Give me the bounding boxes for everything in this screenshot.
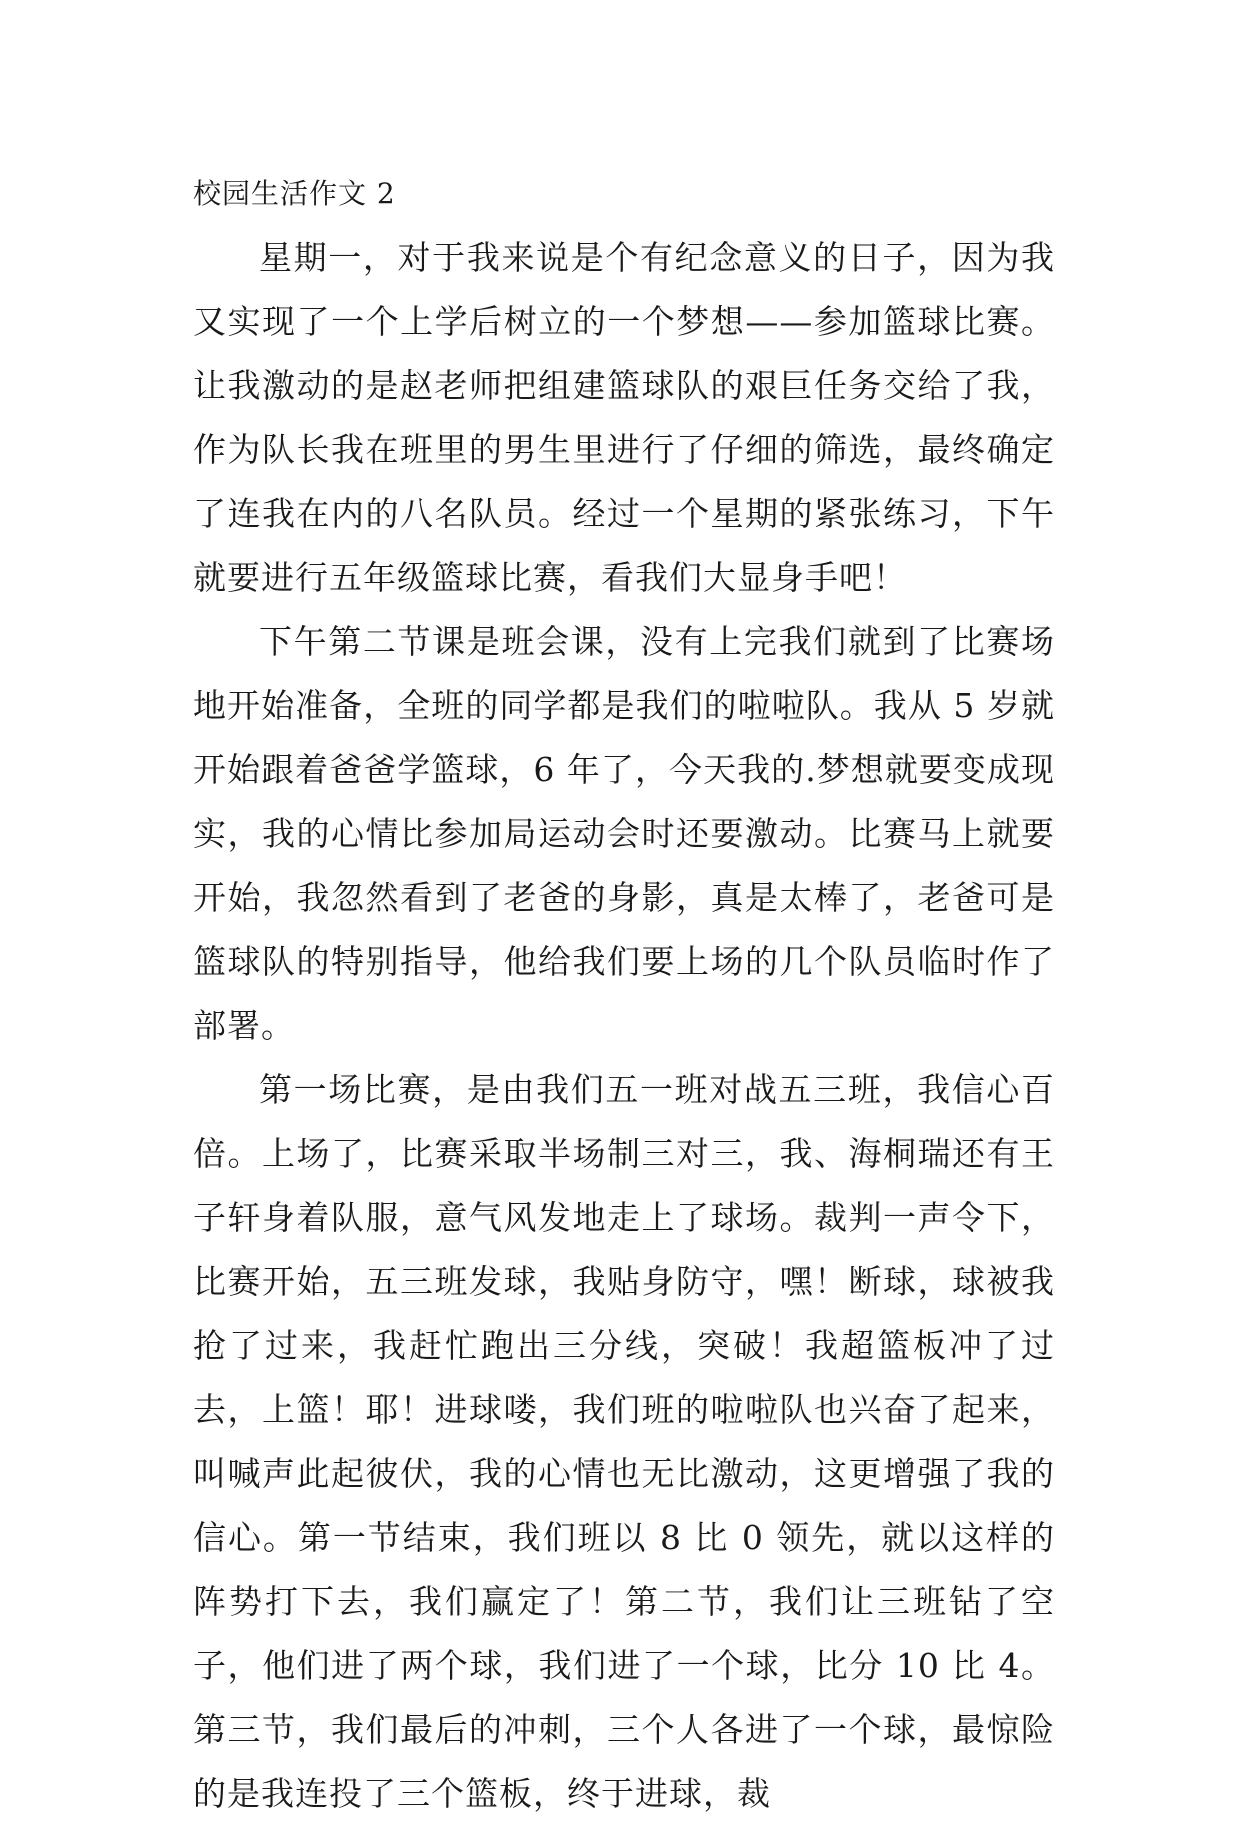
paragraph-2: 下午第二节课是班会课，没有上完我们就到了比赛场地开始准备，全班的同学都是我们的啦啦队。我从 5 岁就开始跟着爸爸学篮球，6 年了，今天我的.梦想就要变成现实，我的心情比参加局运动会时还要激动。比赛马上就要开始，我忽然看到了老爸的身影，真是太棒了，老爸可是篮球队的特别指导，他给我们要上场的几个队员临时作了部署。 [193,622,1055,1045]
document-page [193,162,1055,1826]
paragraph-1: 星期一，对于我来说是个有纪念意义的日子，因为我又实现了一个上学后树立的一个梦想——参加篮球比赛。让我激动的是赵老师把组建篮球队的艰巨任务交给了我，作为队长我在班里的男生里进行了仔细的筛选，最终确定了连我在内的八名队员。经过一个星期的紧张练习，下午就要进行五年级篮球比赛，看我们大显身手吧！ [193,238,1055,597]
paragraph-3: 第一场比赛，是由我们五一班对战五三班，我信心百倍。上场了，比赛采取半场制三对三，我、海桐瑞还有王子轩身着队服，意气风发地走上了球场。裁判一声令下，比赛开始，五三班发球，我贴身防守，嘿！断球，球被我抢了过来，我赶忙跑出三分线，突破！我超篮板冲了过去，上篮！耶！进球喽，我们班的啦啦队也兴奋了起来，叫喊声此起彼伏，我的心情也无比激动，这更增强了我的信心。第一节结束，我们班以 8 比 0 领先，就以这样的阵势打下去，我们赢定了！第二节，我们让三班钻了空子，他们进了两个球，我们进了一个球，比分 10 比 4。第三节，我们最后的冲刺，三个人各进了一个球，最惊险的是我连投了三个篮板，终于进球，裁 [193,1070,1055,1813]
document-title: 校园生活作文 2 [193,177,396,210]
